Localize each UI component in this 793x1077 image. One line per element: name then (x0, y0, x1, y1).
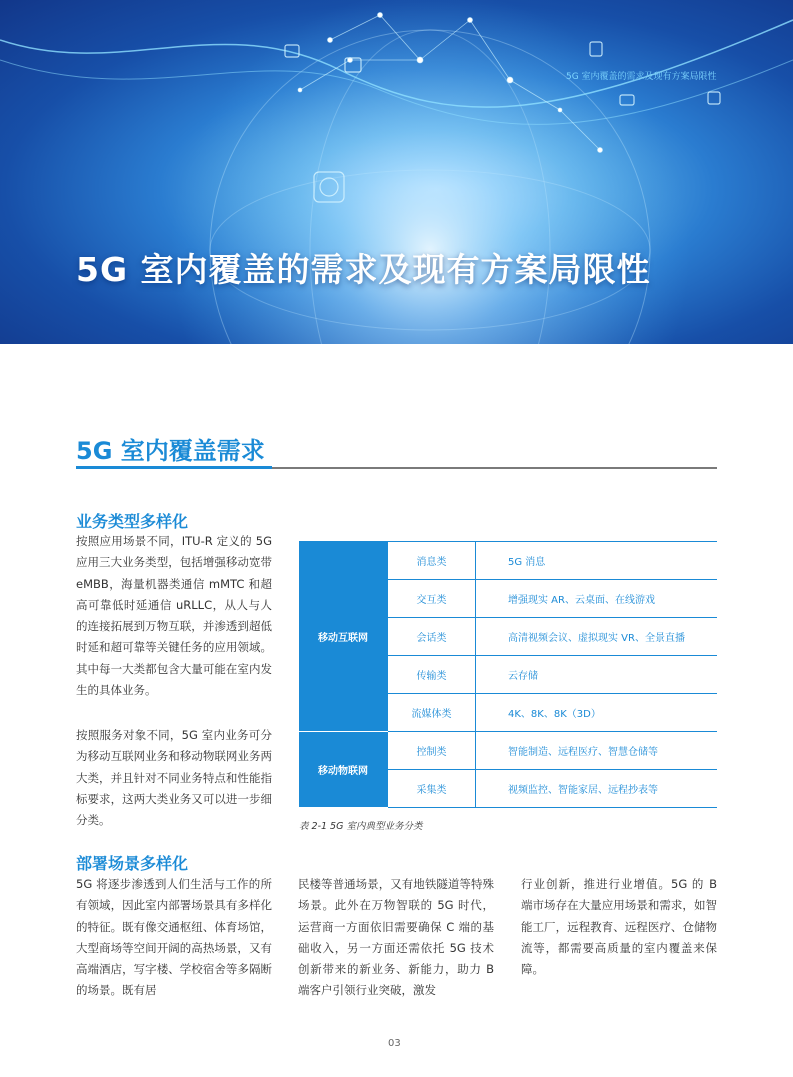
table-row (299, 732, 717, 770)
chapter-title: 5G 室内覆盖的需求及现有方案局限性 (76, 250, 651, 289)
value-cell: 视频监控、智能家居、远程抄表等 (476, 770, 718, 808)
category-cell: 控制类 (388, 732, 476, 770)
paragraph-deployment-col1: 5G 将逐步渗透到人们生活与工作的所有领域，因此室内部署场景具有多样化的特征。既有像交通枢纽、体育场馆，大型商场等空间开阔的高热场景，又有高端酒店，写字楼、学校宿舍等多隔断的场景。既有居 (76, 877, 272, 998)
section-title: 5G 室内覆盖需求 (76, 437, 265, 465)
category-cell: 采集类 (388, 770, 476, 808)
paragraph-service-types-1: 按照应用场景不同，ITU-R 定义的 5G 应用三大业务类型，包括增强移动宽带 eMBB，海量机器类通信 mMTC 和超高可靠低时延通信 uRLLC，从人与人的连接拓展到万物互联，并渗透到超低时延和超可靠等关键任务的应用领域。其中每一大类都包含大量可能在室内发生的具体业务。 (76, 534, 272, 698)
value-cell: 5G 消息 (476, 542, 718, 580)
paragraph-deployment-col2: 民楼等普通场景，又有地铁隧道等特殊场景。此外在万物智联的 5G 时代，运营商一方面依旧需要确保 C 端的基础收入，另一方面还需依托 5G 技术创新带来的新业务、新能力，助力 B 端客户引领行业突破，激发 (298, 877, 494, 998)
group-cell-mobile-iot: 移动物联网 (299, 732, 388, 808)
service-classification-table (299, 541, 717, 808)
category-cell: 会话类 (388, 618, 476, 656)
section-divider-accent (76, 466, 272, 469)
paragraph-service-types-2: 按照服务对象不同，5G 室内业务可分为移动互联网业务和移动物联网业务两大类，并且针对不同业务特点和性能指标要求，这两大类业务又可以进一步细分类。 (76, 728, 272, 828)
value-cell: 增强现实 AR、云桌面、在线游戏 (476, 580, 718, 618)
group-cell-mobile-internet: 移动互联网 (299, 542, 388, 732)
value-cell: 智能制造、远程医疗、智慧仓储等 (476, 732, 718, 770)
subheading-deployment-scenarios: 部署场景多样化 (76, 854, 189, 873)
table-caption: 表 2-1 5G 室内典型业务分类 (299, 821, 423, 832)
header-banner (0, 0, 793, 344)
subheading-service-types: 业务类型多样化 (76, 512, 189, 531)
value-cell: 4K、8K、8K（3D） (476, 694, 718, 732)
banner-chapter-tag: 5G 室内覆盖的需求及现有方案局限性 (566, 72, 717, 82)
value-cell: 云存储 (476, 656, 718, 694)
category-cell: 交互类 (388, 580, 476, 618)
table-row (299, 542, 717, 580)
network-globe-illustration (0, 0, 793, 344)
category-cell: 消息类 (388, 542, 476, 580)
category-cell: 流媒体类 (388, 694, 476, 732)
paragraph-deployment-col3: 行业创新，推进行业增值。5G 的 B 端市场存在大量应用场景和需求，如智能工厂，远程教育、远程医疗、仓储物流等，都需要高质量的室内覆盖来保障。 (521, 877, 717, 977)
category-cell: 传输类 (388, 656, 476, 694)
page-number: 03 (388, 1038, 401, 1049)
section-divider (272, 467, 717, 469)
value-cell: 高清视频会议、虚拟现实 VR、全景直播 (476, 618, 718, 656)
